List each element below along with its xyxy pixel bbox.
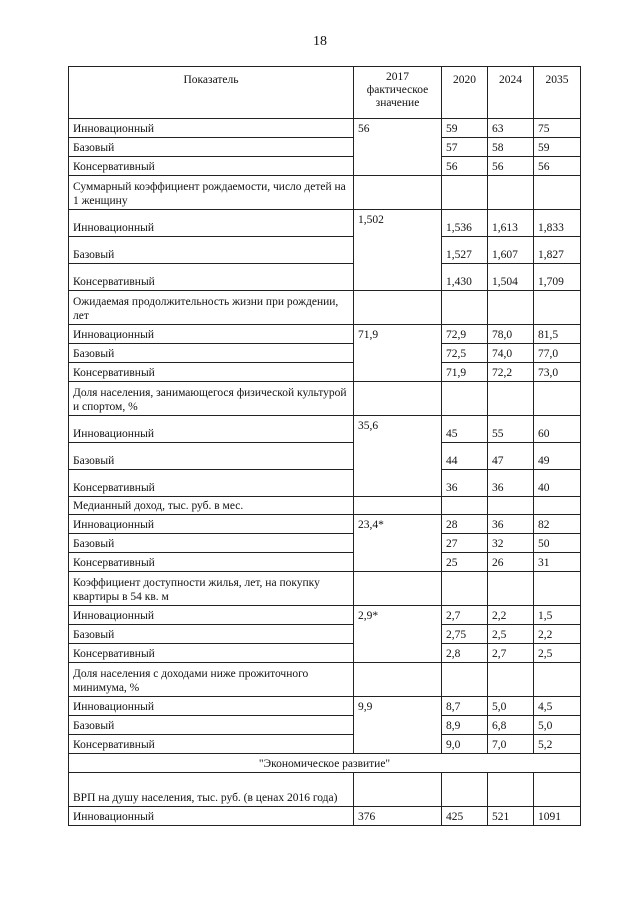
value-2020: 2,75 [442, 625, 488, 644]
table-row [69, 606, 581, 625]
scenario-label: Базовый [69, 716, 354, 735]
value-2020: 1,527 [442, 237, 488, 264]
value-2024: 1,607 [488, 237, 534, 264]
group-title-row [69, 176, 581, 210]
scenario-label: Инновационный [69, 325, 354, 344]
section-title: "Экономическое развитие" [69, 754, 581, 773]
indicator-table [68, 66, 581, 826]
value-2020: 44 [442, 443, 488, 470]
scenario-label: Инновационный [69, 210, 354, 237]
value-2035: 49 [534, 443, 581, 470]
value-2035: 1,5 [534, 606, 581, 625]
value-2035: 82 [534, 515, 581, 534]
table-row [69, 363, 581, 382]
empty-cell [534, 176, 581, 210]
value-2035: 31 [534, 553, 581, 572]
empty-cell [488, 382, 534, 416]
value-2024: 58 [488, 138, 534, 157]
value-2035: 2,5 [534, 644, 581, 663]
scenario-label: Инновационный [69, 416, 354, 443]
empty-cell [354, 663, 442, 697]
group-title-row [69, 572, 581, 606]
table-row [69, 553, 581, 572]
value-2020: 9,0 [442, 735, 488, 754]
table-row [69, 237, 581, 264]
value-2020: 1,430 [442, 264, 488, 291]
value-2024: 26 [488, 553, 534, 572]
empty-cell [534, 382, 581, 416]
table-row [69, 716, 581, 735]
group-title: Доля населения, занимающегося физической культурой и спортом, % [69, 382, 354, 416]
page-number: 18 [313, 34, 327, 49]
table-row [69, 344, 581, 363]
value-2035: 81,5 [534, 325, 581, 344]
empty-cell [354, 572, 442, 606]
value-2035: 73,0 [534, 363, 581, 382]
value-2024: 78,0 [488, 325, 534, 344]
value-2024: 2,5 [488, 625, 534, 644]
value-2024: 2,7 [488, 644, 534, 663]
empty-cell [354, 291, 442, 325]
group-title: Коэффициент доступности жилья, лет, на покупку квартиры в 54 кв. м [69, 572, 354, 606]
scenario-label: Базовый [69, 138, 354, 157]
value-2020: 36 [442, 470, 488, 497]
base-value-2017: 376 [354, 807, 442, 826]
scenario-label: Консервативный [69, 470, 354, 497]
value-2020: 2,8 [442, 644, 488, 663]
empty-cell [442, 773, 488, 807]
value-2035: 77,0 [534, 344, 581, 363]
base-value-2017: 2,9* [354, 606, 442, 663]
value-2024: 56 [488, 157, 534, 176]
scenario-label: Инновационный [69, 119, 354, 138]
value-2020: 28 [442, 515, 488, 534]
value-2020: 8,7 [442, 697, 488, 716]
scenario-label: Консервативный [69, 157, 354, 176]
group-title-row [69, 773, 581, 807]
empty-cell [534, 572, 581, 606]
empty-cell [354, 497, 442, 515]
table-row [69, 697, 581, 716]
base-value-2017: 71,9 [354, 325, 442, 382]
scenario-label: Базовый [69, 534, 354, 553]
empty-cell [534, 497, 581, 515]
scenario-label: Базовый [69, 344, 354, 363]
value-2035: 2,2 [534, 625, 581, 644]
empty-cell [488, 497, 534, 515]
value-2020: 71,9 [442, 363, 488, 382]
value-2020: 57 [442, 138, 488, 157]
scenario-label: Базовый [69, 237, 354, 264]
table-row [69, 416, 581, 443]
value-2035: 1,833 [534, 210, 581, 237]
table-row [69, 644, 581, 663]
scenario-label: Консервативный [69, 553, 354, 572]
scenario-label: Консервативный [69, 264, 354, 291]
value-2035: 1,709 [534, 264, 581, 291]
table-header-row [69, 67, 581, 119]
value-2020: 2,7 [442, 606, 488, 625]
value-2035: 60 [534, 416, 581, 443]
value-2020: 8,9 [442, 716, 488, 735]
table-row [69, 534, 581, 553]
value-2024: 63 [488, 119, 534, 138]
value-2035: 56 [534, 157, 581, 176]
value-2020: 45 [442, 416, 488, 443]
value-2024: 1,613 [488, 210, 534, 237]
empty-cell [354, 773, 442, 807]
value-2035: 5,0 [534, 716, 581, 735]
base-value-2017: 56 [354, 119, 442, 176]
value-2024: 6,8 [488, 716, 534, 735]
scenario-label: Базовый [69, 625, 354, 644]
table-row [69, 625, 581, 644]
group-title-row [69, 663, 581, 697]
value-2035: 50 [534, 534, 581, 553]
value-2035: 5,2 [534, 735, 581, 754]
value-2024: 5,0 [488, 697, 534, 716]
base-value-2017: 1,502 [354, 210, 442, 291]
value-2035: 40 [534, 470, 581, 497]
header-2024: 2024 [488, 67, 534, 119]
table-row [69, 157, 581, 176]
group-title-row [69, 382, 581, 416]
value-2020: 25 [442, 553, 488, 572]
value-2024: 47 [488, 443, 534, 470]
base-value-2017: 23,4* [354, 515, 442, 572]
value-2024: 7,0 [488, 735, 534, 754]
empty-cell [442, 176, 488, 210]
empty-cell [354, 382, 442, 416]
base-value-2017: 35,6 [354, 416, 442, 497]
table-row [69, 119, 581, 138]
empty-cell [442, 663, 488, 697]
empty-cell [488, 572, 534, 606]
table-row [69, 325, 581, 344]
empty-cell [488, 663, 534, 697]
table-row [69, 735, 581, 754]
scenario-label: Инновационный [69, 807, 354, 826]
table-row [69, 264, 581, 291]
value-2024: 74,0 [488, 344, 534, 363]
empty-cell [442, 291, 488, 325]
value-2020: 56 [442, 157, 488, 176]
empty-cell [442, 572, 488, 606]
header-2017-actual: 2017 фактическое значение [354, 67, 442, 119]
scenario-label: Инновационный [69, 697, 354, 716]
group-title-row [69, 497, 581, 515]
value-2035: 1,827 [534, 237, 581, 264]
table-row [69, 807, 581, 826]
empty-cell [442, 382, 488, 416]
value-2024: 55 [488, 416, 534, 443]
table-row [69, 138, 581, 157]
group-title: Доля населения с доходами ниже прожиточного минимума, % [69, 663, 354, 697]
table-row [69, 515, 581, 534]
empty-cell [534, 773, 581, 807]
value-2024: 36 [488, 470, 534, 497]
scenario-label: Инновационный [69, 606, 354, 625]
section-header-row [69, 754, 581, 773]
value-2020: 59 [442, 119, 488, 138]
value-2024: 521 [488, 807, 534, 826]
empty-cell [488, 773, 534, 807]
group-title: Суммарный коэффициент рождаемости, число детей на 1 женщину [69, 176, 354, 210]
empty-cell [442, 497, 488, 515]
scenario-label: Инновационный [69, 515, 354, 534]
value-2020: 1,536 [442, 210, 488, 237]
empty-cell [354, 176, 442, 210]
value-2035: 59 [534, 138, 581, 157]
group-title: Медианный доход, тыс. руб. в мес. [69, 497, 354, 515]
value-2035: 1091 [534, 807, 581, 826]
value-2024: 36 [488, 515, 534, 534]
value-2020: 425 [442, 807, 488, 826]
group-title: Ожидаемая продолжительность жизни при рождении, лет [69, 291, 354, 325]
empty-cell [488, 291, 534, 325]
value-2024: 2,2 [488, 606, 534, 625]
empty-cell [488, 176, 534, 210]
group-title-row [69, 291, 581, 325]
value-2035: 75 [534, 119, 581, 138]
header-2020: 2020 [442, 67, 488, 119]
header-2035: 2035 [534, 67, 581, 119]
scenario-label: Консервативный [69, 644, 354, 663]
group-title: ВРП на душу населения, тыс. руб. (в ценах 2016 года) [69, 773, 354, 807]
header-indicator: Показатель [69, 67, 354, 119]
base-value-2017: 9,9 [354, 697, 442, 754]
table-row [69, 443, 581, 470]
value-2035: 4,5 [534, 697, 581, 716]
scenario-label: Базовый [69, 443, 354, 470]
empty-cell [534, 291, 581, 325]
value-2020: 72,5 [442, 344, 488, 363]
value-2020: 72,9 [442, 325, 488, 344]
scenario-label: Консервативный [69, 735, 354, 754]
table-body [69, 119, 581, 826]
value-2024: 32 [488, 534, 534, 553]
value-2020: 27 [442, 534, 488, 553]
scenario-label: Консервативный [69, 363, 354, 382]
table-row [69, 470, 581, 497]
value-2024: 1,504 [488, 264, 534, 291]
empty-cell [534, 663, 581, 697]
table-row [69, 210, 581, 237]
value-2024: 72,2 [488, 363, 534, 382]
